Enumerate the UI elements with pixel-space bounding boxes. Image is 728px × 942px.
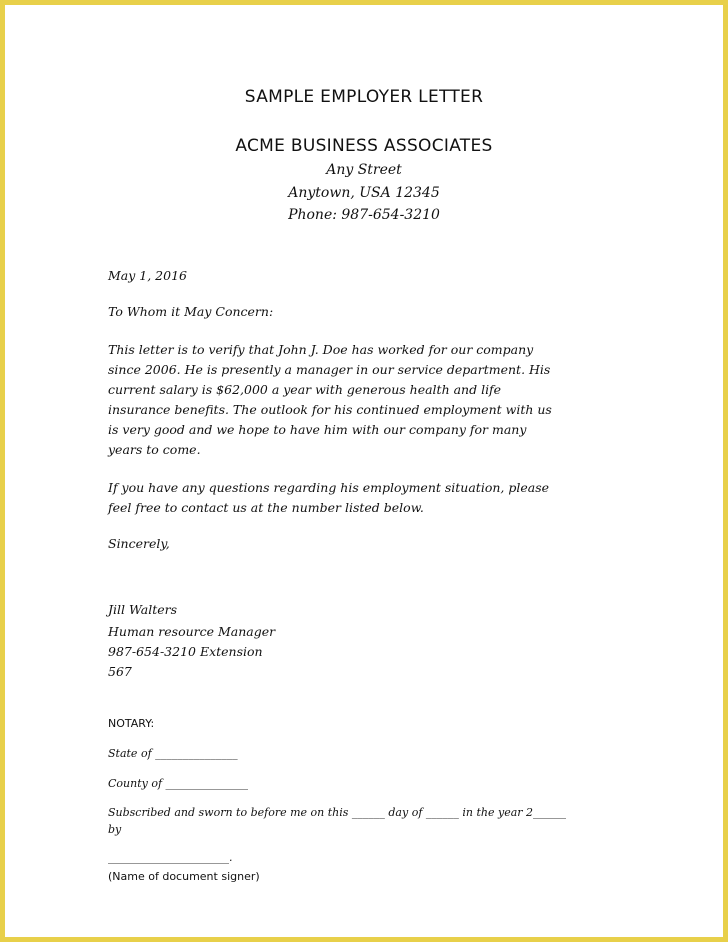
notary-sworn-line: Subscribed and sworn to before me on this ______ day of ______ in the year 2______ [108, 806, 567, 819]
notary-signer-caption: (Name of document signer) [108, 870, 260, 883]
paragraph-line: is very good and we hope to have him with our company for many [108, 422, 527, 437]
notary-county-field: County of _______________ [108, 777, 249, 790]
paragraph-line: years to come. [108, 442, 201, 457]
paragraph-line: since 2006. He is presently a manager in our service department. His [108, 362, 551, 377]
paragraph-line: feel free to contact us at the number listed below. [108, 500, 424, 515]
paragraph-line: current salary is $62,000 a year with generous health and life [108, 382, 502, 397]
company-street: Any Street [326, 162, 402, 178]
letter-page [5, 5, 723, 937]
company-name: ACME BUSINESS ASSOCIATES [235, 136, 493, 156]
notary-by-line: by [108, 823, 122, 836]
document-title: SAMPLE EMPLOYER LETTER [244, 87, 484, 107]
signer-extension: 567 [108, 664, 132, 679]
paragraph-line: This letter is to verify that John J. Doe has worked for our company [108, 342, 534, 357]
letter-salutation: To Whom it May Concern: [108, 304, 274, 319]
letter-closing: Sincerely, [108, 536, 170, 551]
notary-label: NOTARY: [108, 717, 155, 730]
notary-signer-line: ______________________. [108, 851, 233, 864]
paragraph-line: If you have any questions regarding his employment situation, please [108, 480, 550, 495]
signer-name: Jill Walters [108, 602, 178, 617]
company-phone: Phone: 987-654-3210 [288, 207, 440, 223]
signer-phone: 987-654-3210 Extension [108, 644, 263, 659]
paragraph-line: insurance benefits. The outlook for his continued employment with us [108, 402, 552, 417]
letter-date: May 1, 2016 [108, 268, 187, 283]
company-city: Anytown, USA 12345 [288, 185, 440, 201]
notary-state-field: State of _______________ [108, 747, 238, 760]
signer-title: Human resource Manager [108, 624, 276, 639]
